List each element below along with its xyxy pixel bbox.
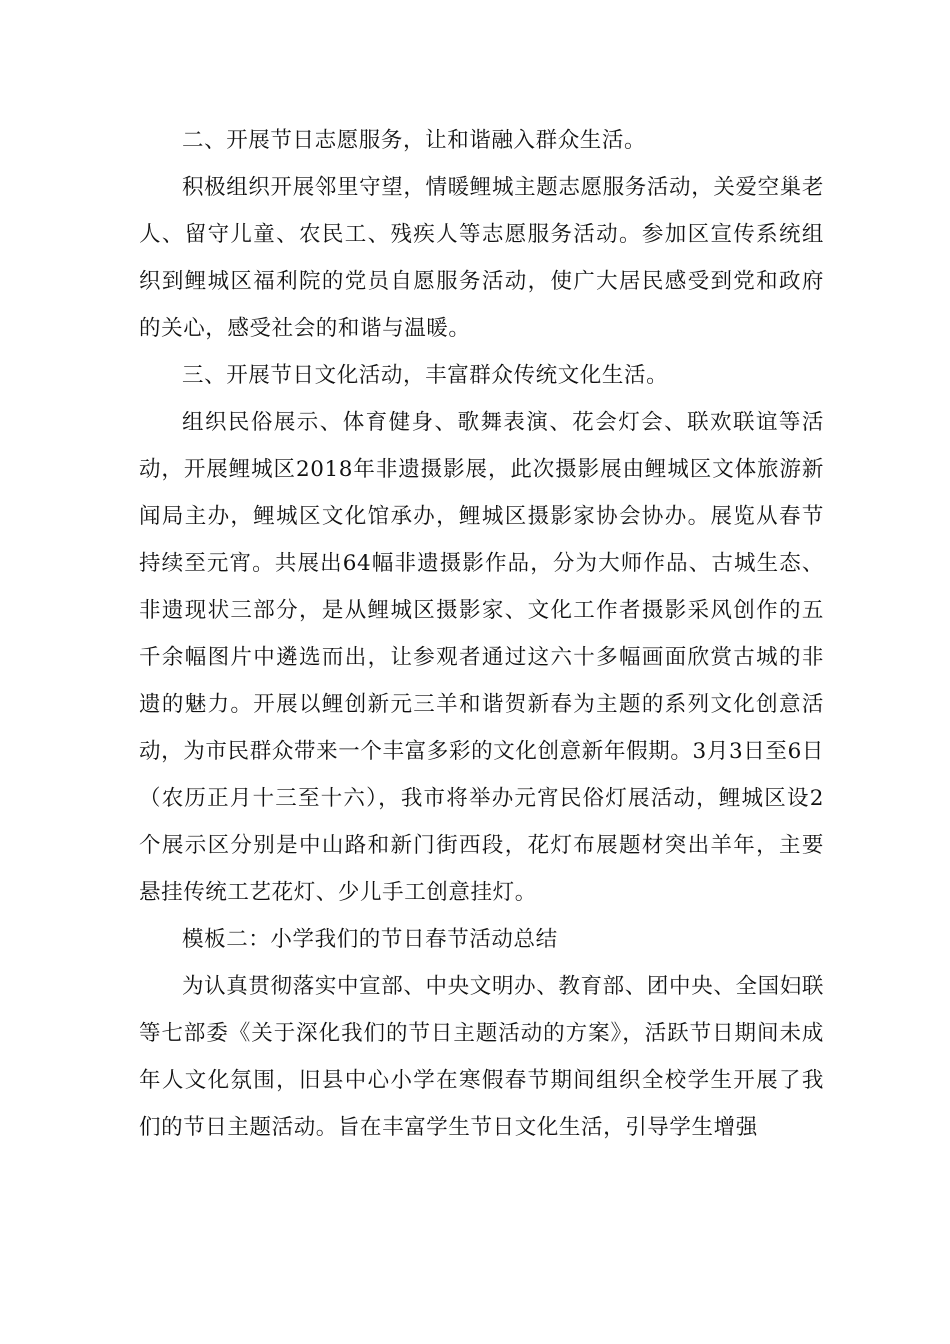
paragraph-volunteer-activities: 积极组织开展邻里守望，情暖鲤城主题志愿服务活动，关爱空巢老人、留守儿童、农民工、残疾人等志愿服务活动。参加区宣传系统组织到鲤城区福利院的党员自愿服务活动，使广大居民感受到党和政府的关心，感受社会的和谐与温暖。 [139,175,824,341]
paragraph-template-two-intro: 为认真贯彻落实中宣部、中央文明办、教育部、团中央、全国妇联等七部委《关于深化我们的节日主题活动的方案》，活跃节日期间未成年人文化氛围，旧县中心小学在寒假春节期间组织全校学生开展了我们的节日主题活动。旨在丰富学生节日文化生活，引导学生增强 [139,974,824,1140]
section-heading-cultural-activities: 三、开展节日文化活动，丰富群众传统文化生活。 [182,363,669,388]
template-two-title: 模板二：小学我们的节日春节活动总结 [182,927,558,952]
paragraph-cultural-activities: 组织民俗展示、体育健身、歌舞表演、花会灯会、联欢联谊等活动，开展鲤城区2018年非遗摄影展，此次摄影展由鲤城区文体旅游新闻局主办，鲤城区文化馆承办，鲤城区摄影家协会协办。展览从春节持续至元宵。共展出64幅非遗摄影作品，分为大师作品、古城生态、非遗现状三部分，是从鲤城区摄影家、文化工作者摄影采风创作的五千余幅图片中遴选而出，让参观者通过这六十多幅画面欣赏古城的非遗的魅力。开展以鲤创新元三羊和谐贺新春为主题的系列文化创意活动，为市民群众带来一个丰富多彩的文化创意新年假期。3月3日至6日（农历正月十三至十六），我市将举办元宵民俗灯展活动，鲤城区设2个展示区分别是中山路和新门街西段，花灯布展题材突出羊年，主要悬挂传统工艺花灯、少儿手工创意挂灯。 [139,410,824,905]
document-body [139,117,824,1151]
section-heading-volunteer-service: 二、开展节日志愿服务，让和谐融入群众生活。 [182,128,647,153]
